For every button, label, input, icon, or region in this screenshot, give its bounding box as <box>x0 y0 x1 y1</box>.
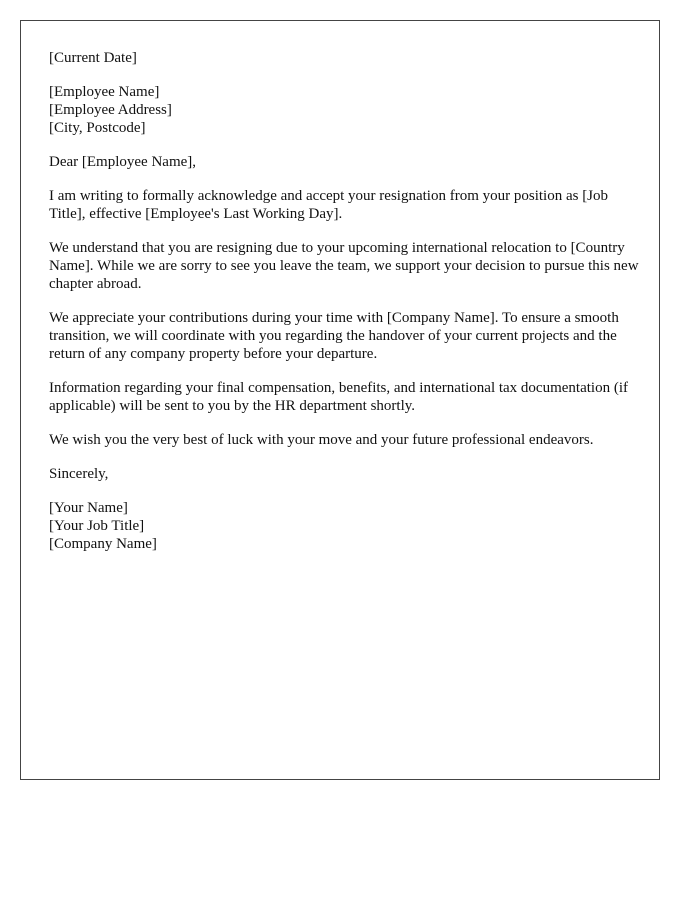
paragraph-text: We wish you the very best of luck with your move and your future professional endeavors. <box>49 432 594 448</box>
signature-name: [Your Name] <box>49 500 128 516</box>
letter-date: [Current Date] <box>49 50 137 66</box>
signature-job-title: [Your Job Title] <box>49 518 145 534</box>
paragraph-text: I am writing to formally acknowledge and accept your resignation from your position as [Job Title], effective [Employee's Last Working Day]. <box>49 188 609 222</box>
recipient-address: [Employee Address] <box>49 102 172 118</box>
paragraph-5 <box>49 431 639 449</box>
closing-block <box>49 465 639 483</box>
letter-body <box>49 49 639 569</box>
date-block <box>49 49 639 67</box>
paragraph-2 <box>49 239 639 293</box>
paragraph-text: Information regarding your final compensation, benefits, and international tax documentation (if applicable) will be sent to you by the HR department shortly. <box>49 380 628 414</box>
letter-page <box>20 20 660 780</box>
signature-block <box>49 499 639 553</box>
closing: Sincerely, <box>49 466 109 482</box>
paragraph-1 <box>49 187 639 223</box>
salutation-block <box>49 153 639 171</box>
signature-company: [Company Name] <box>49 536 157 552</box>
paragraph-text: We understand that you are resigning due to your upcoming international relocation to [Country Name]. While we are sorry to see you leave the team, we support your decision to pursue this new chapter abroad. <box>49 240 639 292</box>
paragraph-text: We appreciate your contributions during your time with [Company Name]. To ensure a smooth transition, we will coordinate with you regarding the handover of your current projects and the return of any company property before your departure. <box>49 310 619 362</box>
paragraph-4 <box>49 379 639 415</box>
recipient-name: [Employee Name] <box>49 84 160 100</box>
salutation: Dear [Employee Name], <box>49 154 197 170</box>
paragraph-3 <box>49 309 639 363</box>
recipient-city-postcode: [City, Postcode] <box>49 120 146 136</box>
recipient-block <box>49 83 639 137</box>
